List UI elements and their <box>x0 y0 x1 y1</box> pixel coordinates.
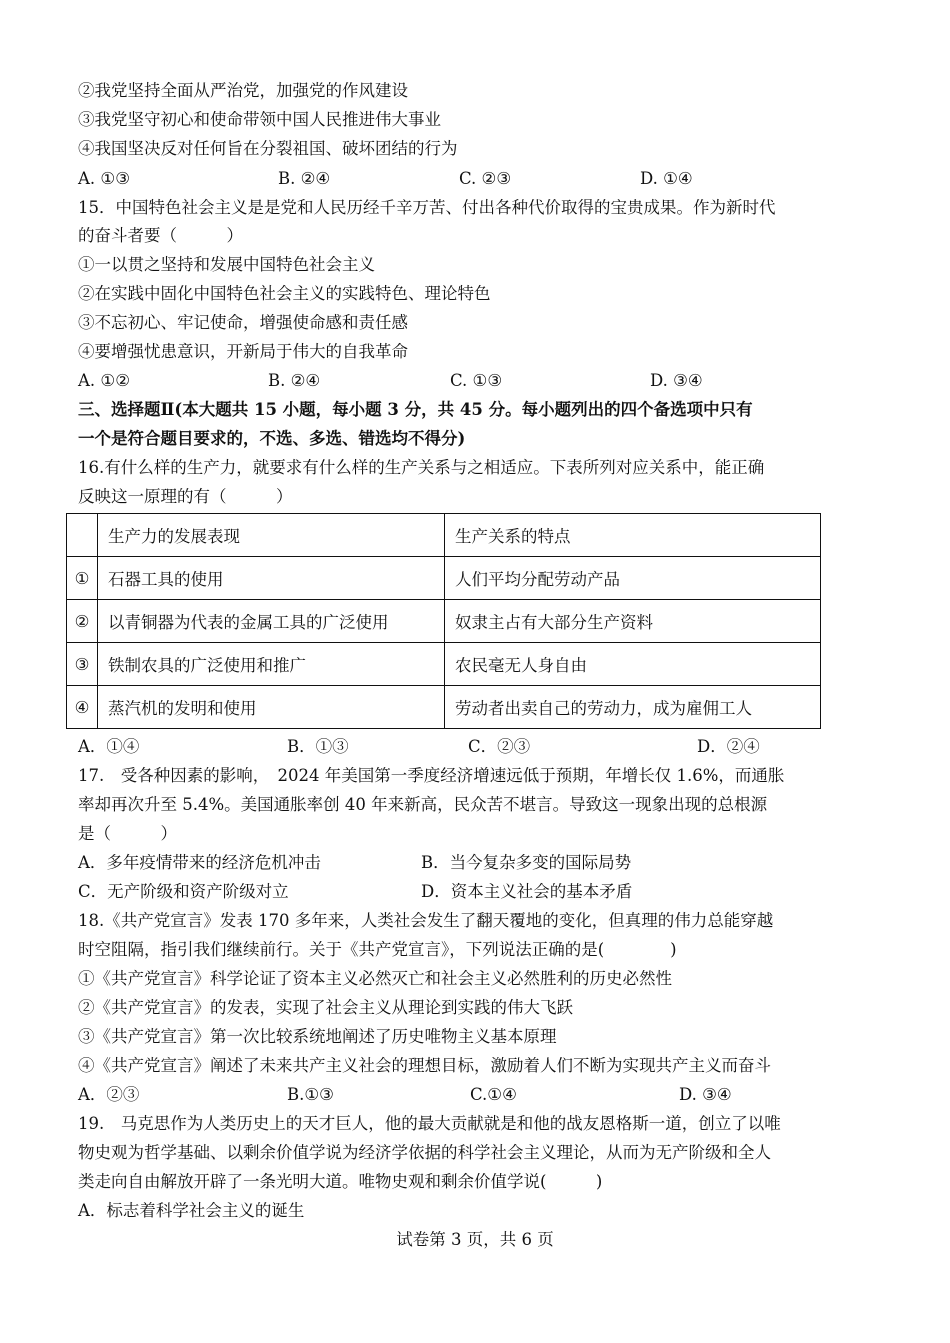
q16-option-c: C．②③ <box>468 737 531 756</box>
table-cell: 以青铜器为代表的金属工具的广泛使用 <box>98 600 445 643</box>
q14-item-2: ②我党坚持全面从严治党，加强党的作风建设 <box>78 81 408 100</box>
table-cell: 石器工具的使用 <box>98 557 445 600</box>
q18-option-a: A．②③ <box>78 1085 140 1104</box>
table-cell-number: ④ <box>67 686 98 729</box>
q15-option-a: A. ①② <box>78 371 130 390</box>
q14-option-c: C. ②③ <box>459 169 512 188</box>
q16-stem: 16.有什么样的生产力，就要求有什么样的生产关系与之相适应。下表所列对应关系中，能正确 <box>78 458 765 477</box>
q15-stem: 15．中国特色社会主义是是党和人民历经千辛万苦、付出各种代价取得的宝贵成果。作为新时代 <box>78 198 776 217</box>
q18-item-2: ②《共产党宣言》的发表，实现了社会主义从理论到实践的伟大飞跃 <box>78 998 573 1017</box>
q18-option-c: C.①④ <box>470 1085 517 1104</box>
q15-item-4: ④要增强忧患意识，开新局于伟大的自我革命 <box>78 342 408 361</box>
q18-item-4: ④《共产党宣言》阐述了未来共产主义社会的理想目标，激励着人们不断为实现共产主义而奋斗 <box>78 1056 771 1075</box>
q19-option-a: A．标志着科学社会主义的诞生 <box>78 1201 305 1220</box>
q18-item-1: ①《共产党宣言》科学论证了资本主义必然灭亡和社会主义必然胜利的历史必然性 <box>78 969 672 988</box>
table-cell-number: ② <box>67 600 98 643</box>
table-row <box>67 686 821 729</box>
q16-option-b: B．①③ <box>287 737 349 756</box>
section-3-heading: 三、选择题Ⅱ(本大题共 15 小题，每小题 3 分，共 45 分。每小题列出的四个备选项中只有 <box>78 400 753 419</box>
table-cell: 人们平均分配劳动产品 <box>445 557 821 600</box>
q14-option-b: B. ②④ <box>278 169 331 188</box>
q15-item-2: ②在实践中固化中国特色社会主义的实践特色、理论特色 <box>78 284 491 303</box>
q17-stem: 17. 受各种因素的影响， 2024 年美国第一季度经济增速远低于预期，年增长仅 1.6%，而通胀 <box>78 766 785 785</box>
q15-option-d: D. ③④ <box>650 371 703 390</box>
q15-item-1: ①一以贯之坚持和发展中国特色社会主义 <box>78 255 375 274</box>
q18-option-b: B.①③ <box>287 1085 334 1104</box>
q17-option-a: A．多年疫情带来的经济危机冲击 <box>78 853 321 872</box>
q19-stem: 19. 马克思作为人类历史上的天才巨人，他的最大贡献就是和他的战友恩格斯一道，创立了以唯 <box>78 1114 781 1133</box>
table-row <box>67 557 821 600</box>
page-footer: 试卷第 3 页，共 6 页 <box>396 1230 554 1249</box>
q15-option-b: B. ②④ <box>268 371 321 390</box>
table-cell: 奴隶主占有大部分生产资料 <box>445 600 821 643</box>
table-cell-number: ③ <box>67 643 98 686</box>
table-cell: 农民毫无人身自由 <box>445 643 821 686</box>
q17-option-c: C．无产阶级和资产阶级对立 <box>78 882 289 901</box>
q19-stem-cont-2: 类走向自由解放开辟了一条光明大道。唯物史观和剩余价值学说( ) <box>78 1172 603 1191</box>
q18-item-3: ③《共产党宣言》第一次比较系统地阐述了历史唯物主义基本原理 <box>78 1027 557 1046</box>
table-cell: 劳动者出卖自己的劳动力，成为雇佣工人 <box>445 686 821 729</box>
q15-option-c: C. ①③ <box>450 371 503 390</box>
table-header-row <box>67 514 821 557</box>
q14-item-3: ③我党坚守初心和使命带领中国人民推进伟大事业 <box>78 110 441 129</box>
q15-item-3: ③不忘初心、牢记使命，增强使命感和责任感 <box>78 313 408 332</box>
table-header-cell <box>67 514 98 557</box>
table-header-cell: 生产力的发展表现 <box>98 514 445 557</box>
q17-stem-cont: 率却再次升至 5.4%。美国通胀率创 40 年来新高，民众苦不堪言。导致这一现象出现的总根源 <box>78 795 768 814</box>
table-header-cell: 生产关系的特点 <box>445 514 821 557</box>
table-row <box>67 643 821 686</box>
q16-stem-cont: 反映这一原理的有（ ） <box>78 487 293 506</box>
q19-stem-cont: 物史观为哲学基础、以剩余价值学说为经济学依据的科学社会主义理论，从而为无产阶级和全人 <box>78 1143 771 1162</box>
q14-option-d: D. ①④ <box>640 169 693 188</box>
section-3-heading-cont: 一个是符合题目要求的，不选、多选、错选均不得分) <box>78 429 466 448</box>
table-cell: 蒸汽机的发明和使用 <box>98 686 445 729</box>
q18-stem-cont: 时空阻隔，指引我们继续前行。关于《共产党宣言》，下列说法正确的是( ) <box>78 940 677 959</box>
table-cell: 铁制农具的广泛使用和推广 <box>98 643 445 686</box>
q17-option-d: D．资本主义社会的基本矛盾 <box>421 882 633 901</box>
q14-option-a: A. ①③ <box>78 169 130 188</box>
q15-stem-cont: 的奋斗者要（ ） <box>78 226 243 245</box>
q16-option-a: A．①④ <box>78 737 140 756</box>
q14-item-4: ④我国坚决反对任何旨在分裂祖国、破坏团结的行为 <box>78 139 458 158</box>
q17-option-b: B．当今复杂多变的国际局势 <box>421 853 632 872</box>
q18-option-d: D. ③④ <box>679 1085 732 1104</box>
table-cell-number: ① <box>67 557 98 600</box>
q16-table <box>66 513 821 729</box>
q17-stem-cont-2: 是（ ） <box>78 824 177 843</box>
q16-option-d: D．②④ <box>697 737 760 756</box>
q18-stem: 18.《共产党宣言》发表 170 多年来，人类社会发生了翻天覆地的变化，但真理的伟力总能穿越 <box>78 911 774 930</box>
table-row <box>67 600 821 643</box>
